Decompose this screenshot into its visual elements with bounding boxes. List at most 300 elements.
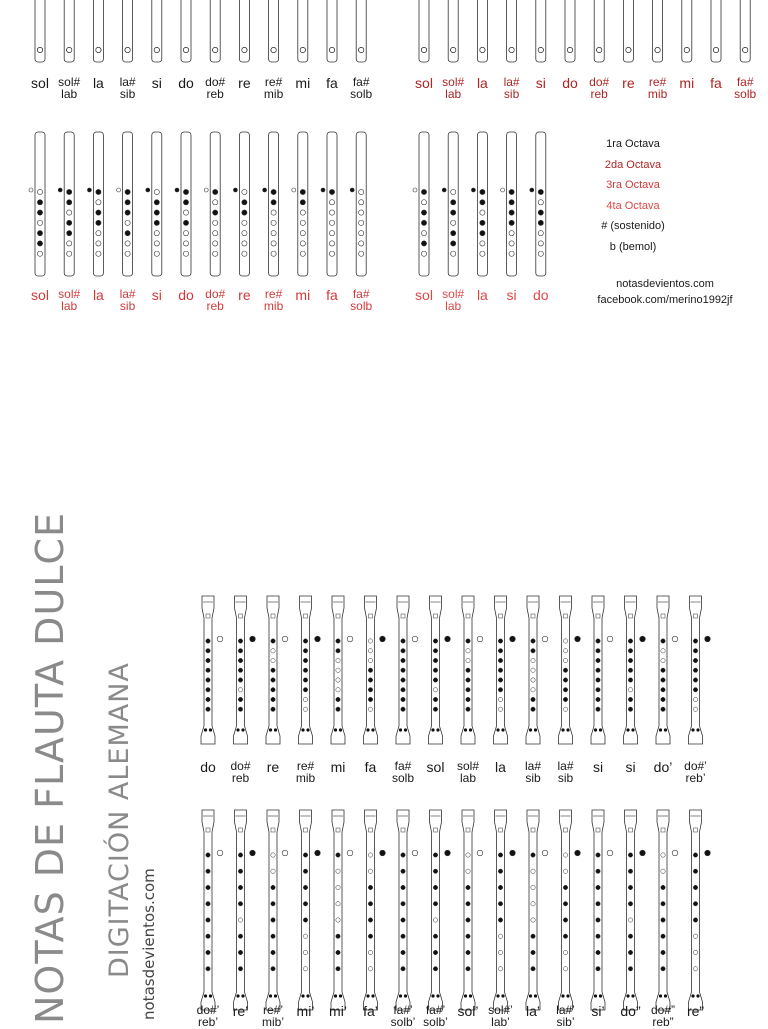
finger-hole	[213, 47, 218, 52]
recorder-part	[498, 934, 502, 938]
finger-hole	[67, 241, 72, 246]
note-label-rec1: re	[266, 759, 280, 775]
recorder-part	[624, 810, 638, 1010]
recorder-part	[206, 678, 210, 682]
recorder-part	[563, 869, 567, 873]
note-label-r2b: sol# lab	[442, 287, 465, 313]
recorder-part	[628, 950, 632, 954]
recorder-part	[596, 967, 600, 971]
recorder-part	[494, 810, 508, 1010]
recorder-part	[217, 850, 223, 856]
recorder	[429, 596, 451, 744]
recorder-part	[531, 678, 535, 682]
recorder-part	[238, 950, 242, 954]
note-label-r1a: la	[92, 75, 104, 91]
recorder-part	[501, 994, 504, 997]
finger-hole	[480, 241, 485, 246]
recorder-part	[534, 994, 537, 997]
note-label-r2a: sol# lab	[58, 287, 81, 313]
recorder-part	[339, 728, 342, 731]
recorder-part	[628, 697, 632, 701]
recorder-part	[433, 678, 437, 682]
recorder-part	[434, 614, 438, 618]
recorder-part	[466, 918, 470, 922]
recorder-part	[498, 707, 502, 711]
note-label-rec1: sol# lab	[456, 759, 480, 785]
recorder-part	[336, 828, 340, 832]
recorder-part	[628, 688, 632, 692]
finger-hole	[359, 200, 364, 205]
recorder-part	[661, 869, 665, 873]
recorder-part	[661, 967, 665, 971]
site-link[interactable]: notasdevientos.com	[616, 278, 714, 290]
recorder-part	[331, 810, 345, 1010]
recorder-part	[433, 902, 437, 906]
note-label-r2b: la	[476, 287, 488, 303]
recorder-part	[661, 668, 665, 672]
recorder-part	[401, 967, 405, 971]
recorder	[234, 810, 256, 1010]
recorder-part	[433, 950, 437, 954]
recorder-part	[531, 853, 535, 857]
finger-hole	[37, 220, 42, 225]
recorder-part	[206, 828, 210, 832]
recorder-part	[368, 869, 372, 873]
recorder-part	[371, 728, 374, 731]
recorder-part	[336, 639, 340, 643]
finger-hole	[125, 189, 130, 194]
finger-hole	[67, 220, 72, 225]
finger-hole	[329, 241, 334, 246]
finger-hole	[538, 189, 543, 194]
recorder-part	[531, 902, 535, 906]
recorder-part	[461, 810, 475, 1010]
recorder-part	[206, 885, 210, 889]
recorder-part	[466, 614, 470, 618]
recorder-part	[433, 934, 437, 938]
note-label-rec1: si	[625, 759, 636, 775]
recorder-part	[596, 853, 600, 857]
recorder-part	[531, 950, 535, 954]
note-label-rec2: do#’ reb’	[196, 1003, 220, 1029]
recorder-part	[238, 869, 242, 873]
recorder-part	[401, 658, 405, 662]
recorder-part	[628, 885, 632, 889]
recorder-part	[599, 728, 602, 731]
recorder-part	[271, 639, 275, 643]
recorder-part	[201, 810, 215, 1010]
note-label-r2a: re	[238, 287, 251, 303]
recorder-part	[466, 828, 470, 832]
recorder-part	[238, 902, 242, 906]
recorder-part	[693, 697, 697, 701]
finger-hole	[329, 210, 334, 215]
note-label-r1b: fa	[710, 75, 722, 91]
recorder-part	[401, 649, 405, 653]
note-label-rec2: re”	[686, 1003, 705, 1019]
recorder-part	[694, 614, 698, 618]
recorder-part	[542, 636, 548, 642]
note-label-r1b: la	[476, 75, 488, 91]
note-label-r1a: la# sib	[119, 75, 136, 101]
recorder-part	[498, 658, 502, 662]
recorder-part	[433, 639, 437, 643]
recorder-part	[661, 934, 665, 938]
octave-legend	[578, 134, 688, 257]
recorder-part	[401, 668, 405, 672]
recorder-part	[596, 697, 600, 701]
recorder-part	[206, 658, 210, 662]
finger-hole	[509, 200, 514, 205]
recorder-part	[531, 649, 535, 653]
finger-hole	[183, 210, 188, 215]
recorder-part	[531, 707, 535, 711]
recorder-part	[217, 636, 223, 642]
recorder-part	[336, 688, 340, 692]
recorder-part	[696, 728, 699, 731]
note-label-r1b: re	[622, 75, 635, 91]
finger-hole	[96, 189, 101, 194]
recorder-part	[596, 934, 600, 938]
note-label-r1b: la# sib	[503, 75, 520, 101]
recorder-part	[315, 636, 321, 642]
recorder-part	[206, 688, 210, 692]
thumb-hole	[117, 188, 121, 192]
thumb-hole	[350, 188, 354, 192]
recorder-part	[591, 810, 605, 1010]
finger-hole	[67, 251, 72, 256]
finger-hole	[480, 189, 485, 194]
finger-hole	[154, 251, 159, 256]
finger-hole	[567, 47, 572, 52]
recorder-part	[238, 658, 242, 662]
recorder	[266, 596, 288, 744]
recorder-part	[563, 678, 567, 682]
recorder-part	[404, 994, 407, 997]
thumb-hole	[204, 188, 208, 192]
finger-hole	[183, 200, 188, 205]
finger-hole	[271, 47, 276, 52]
recorder-part	[693, 668, 697, 672]
recorder-part	[705, 850, 711, 856]
recorder-part	[661, 697, 665, 701]
recorder-part	[336, 697, 340, 701]
note-label-rec1: fa# solb	[391, 759, 415, 785]
recorder-part	[693, 934, 697, 938]
finger-hole	[480, 220, 485, 225]
recorder-part	[661, 707, 665, 711]
note-label-r2a: la# sib	[119, 287, 136, 313]
recorder-part	[628, 918, 632, 922]
finger-hole	[480, 251, 485, 256]
finger-hole	[271, 251, 276, 256]
recorder	[299, 596, 321, 744]
recorder-part	[563, 902, 567, 906]
recorder-part	[436, 994, 439, 997]
recorder-part	[596, 918, 600, 922]
recorder	[396, 596, 418, 744]
recorder-part	[629, 828, 633, 832]
finger-hole	[329, 189, 334, 194]
recorder-part	[401, 614, 405, 618]
thumb-hole	[471, 188, 475, 192]
recorder	[266, 810, 288, 1010]
recorder-part	[628, 639, 632, 643]
recorder-part	[563, 649, 567, 653]
recorder-part	[238, 639, 242, 643]
finger-hole	[480, 210, 485, 215]
recorder-part	[399, 994, 402, 997]
recorder-part	[563, 934, 567, 938]
recorder	[201, 810, 223, 1010]
legend-octave-1: 1ra Octava	[606, 138, 660, 150]
note-label-r2b: si	[506, 287, 517, 303]
finger-hole	[242, 251, 247, 256]
recorder-part	[607, 636, 613, 642]
recorder-part	[433, 869, 437, 873]
finger-hole	[359, 251, 364, 256]
recorder	[299, 810, 321, 1010]
recorder-part	[499, 828, 503, 832]
recorder-part	[531, 668, 535, 672]
note-label-r2b: sol	[415, 287, 433, 303]
finger-hole	[271, 200, 276, 205]
recorder-part	[445, 636, 451, 642]
recorder-part	[209, 994, 212, 997]
note-label-rec1: do# reb	[230, 759, 251, 785]
recorder-part	[431, 994, 434, 997]
finger-hole	[421, 47, 426, 52]
recorder-part	[299, 810, 313, 1010]
finger-hole	[538, 47, 543, 52]
recorder-part	[271, 678, 275, 682]
finger-hole	[242, 210, 247, 215]
recorder-part	[336, 668, 340, 672]
recorder-part	[563, 967, 567, 971]
recorder-part	[594, 728, 597, 731]
finger-hole	[154, 47, 159, 52]
recorder-part	[661, 950, 665, 954]
thumb-hole	[413, 188, 417, 192]
finger-hole	[67, 47, 72, 52]
recorder-part	[271, 902, 275, 906]
recorder-part	[336, 918, 340, 922]
recorder-part	[531, 639, 535, 643]
finger-hole	[96, 200, 101, 205]
recorder-part	[696, 994, 699, 997]
recorder-part	[206, 697, 210, 701]
credits	[580, 276, 750, 308]
recorder-part	[206, 853, 210, 857]
note-label-rec2: re’	[232, 1003, 249, 1019]
finger-hole	[213, 231, 218, 236]
recorder-part	[271, 688, 275, 692]
finger-hole	[242, 231, 247, 236]
finger-hole	[271, 189, 276, 194]
recorder-part	[433, 707, 437, 711]
finger-hole	[96, 241, 101, 246]
recorder	[689, 810, 711, 1010]
recorder-part	[396, 810, 410, 1010]
recorder-part	[336, 934, 340, 938]
recorder-part	[693, 853, 697, 857]
note-label-rec1: do#’ reb’	[684, 759, 707, 785]
recorder-part	[498, 688, 502, 692]
subtitle: DIGITACIÓN ALEMANA	[104, 662, 135, 978]
finger-hole	[271, 220, 276, 225]
finger-hole	[300, 231, 305, 236]
recorder-part	[306, 994, 309, 997]
recorder-part	[659, 994, 662, 997]
finger-hole	[242, 189, 247, 194]
recorder-part	[628, 869, 632, 873]
finger-hole	[67, 231, 72, 236]
recorder	[364, 810, 386, 1010]
recorder-part	[563, 668, 567, 672]
finger-hole	[329, 220, 334, 225]
finger-hole	[421, 210, 426, 215]
thumb-hole	[87, 188, 91, 192]
note-label-rec2: si’	[591, 1003, 605, 1019]
finger-hole	[480, 47, 485, 52]
recorder-part	[628, 707, 632, 711]
recorder-part	[498, 950, 502, 954]
finger-hole	[421, 231, 426, 236]
finger-hole	[213, 200, 218, 205]
recorder-part	[271, 614, 275, 618]
recorder-part	[368, 918, 372, 922]
finger-hole	[96, 220, 101, 225]
recorder-part	[631, 728, 634, 731]
finger-hole	[242, 47, 247, 52]
recorder-part	[206, 707, 210, 711]
recorder-part	[271, 707, 275, 711]
recorder-part	[238, 668, 242, 672]
recorder-part	[238, 885, 242, 889]
finger-hole	[421, 251, 426, 256]
recorder-part	[334, 728, 337, 731]
recorder-part	[596, 678, 600, 682]
facebook-link[interactable]: facebook.com/merino1992jf	[597, 294, 733, 306]
recorder-part	[510, 850, 516, 856]
recorder-part	[238, 678, 242, 682]
recorder-part	[274, 994, 277, 997]
recorder-part	[238, 853, 242, 857]
note-label-rec2: fa#’ solb’	[423, 1003, 448, 1029]
recorder-part	[693, 678, 697, 682]
recorder-part	[429, 810, 443, 1010]
recorder-part	[303, 678, 307, 682]
legend-octave-3: 3ra Octava	[606, 179, 660, 191]
recorder-part	[303, 697, 307, 701]
recorder-part	[206, 668, 210, 672]
finger-hole	[125, 210, 130, 215]
note-label-r1a: fa	[326, 75, 338, 91]
recorder-part	[659, 728, 662, 731]
finger-hole	[37, 47, 42, 52]
recorder-part	[401, 918, 405, 922]
recorder-part	[306, 728, 309, 731]
recorder	[656, 810, 678, 1010]
recorder-part	[626, 728, 629, 731]
recorder-part	[368, 950, 372, 954]
finger-hole	[359, 210, 364, 215]
recorder-part	[366, 728, 369, 731]
recorder-part	[401, 678, 405, 682]
finger-hole	[451, 231, 456, 236]
note-label-rec2: fa#’ solb’	[390, 1003, 416, 1029]
recorder-part	[368, 668, 372, 672]
finger-hole	[183, 231, 188, 236]
recorder-part	[596, 885, 600, 889]
recorder-part	[661, 885, 665, 889]
recorder-part	[661, 853, 665, 857]
recorder-part	[303, 934, 307, 938]
note-label-rec1: fa	[364, 759, 377, 775]
recorder-part	[401, 707, 405, 711]
finger-hole	[655, 47, 660, 52]
note-label-rec1: la	[495, 759, 506, 775]
note-label-rec1: do’	[653, 759, 673, 775]
note-label-r2a: do	[178, 287, 194, 303]
note-label-rec1: si	[592, 759, 604, 775]
recorder-part	[531, 658, 535, 662]
recorder-part	[368, 639, 372, 643]
recorder-part	[566, 728, 569, 731]
recorder-part	[401, 885, 405, 889]
recorder-part	[269, 728, 272, 731]
recorder-part	[433, 885, 437, 889]
recorder	[461, 596, 483, 744]
recorder-part	[303, 869, 307, 873]
recorder-part	[206, 639, 210, 643]
finger-hole	[183, 189, 188, 194]
recorder-part	[368, 658, 372, 662]
note-label-rec2: mi’	[329, 1003, 347, 1019]
finger-hole	[451, 241, 456, 246]
finger-hole	[421, 189, 426, 194]
finger-hole	[183, 251, 188, 256]
recorder-part	[498, 902, 502, 906]
recorder-part	[339, 994, 342, 997]
finger-hole	[538, 220, 543, 225]
recorder-part	[347, 850, 353, 856]
recorder-part	[531, 697, 535, 701]
recorder-part	[266, 810, 280, 1010]
recorder-part	[628, 967, 632, 971]
recorder-part	[629, 614, 633, 618]
note-label-rec2: fa’	[363, 1003, 378, 1019]
recorder-part	[693, 658, 697, 662]
recorder-part	[664, 994, 667, 997]
recorder-part	[464, 728, 467, 731]
recorder-part	[366, 994, 369, 997]
recorder-part	[433, 688, 437, 692]
recorder-part	[466, 967, 470, 971]
recorder-part	[628, 649, 632, 653]
recorder-part	[466, 649, 470, 653]
recorder-part	[534, 728, 537, 731]
recorder-part	[628, 902, 632, 906]
finger-hole	[509, 241, 514, 246]
recorder	[331, 810, 353, 1010]
site-vertical: notasdevientos.com	[140, 868, 158, 1020]
finger-hole	[421, 220, 426, 225]
recorder-part	[269, 994, 272, 997]
recorder-part	[271, 828, 275, 832]
note-label-r2b: do	[533, 287, 549, 303]
recorder-part	[661, 639, 665, 643]
